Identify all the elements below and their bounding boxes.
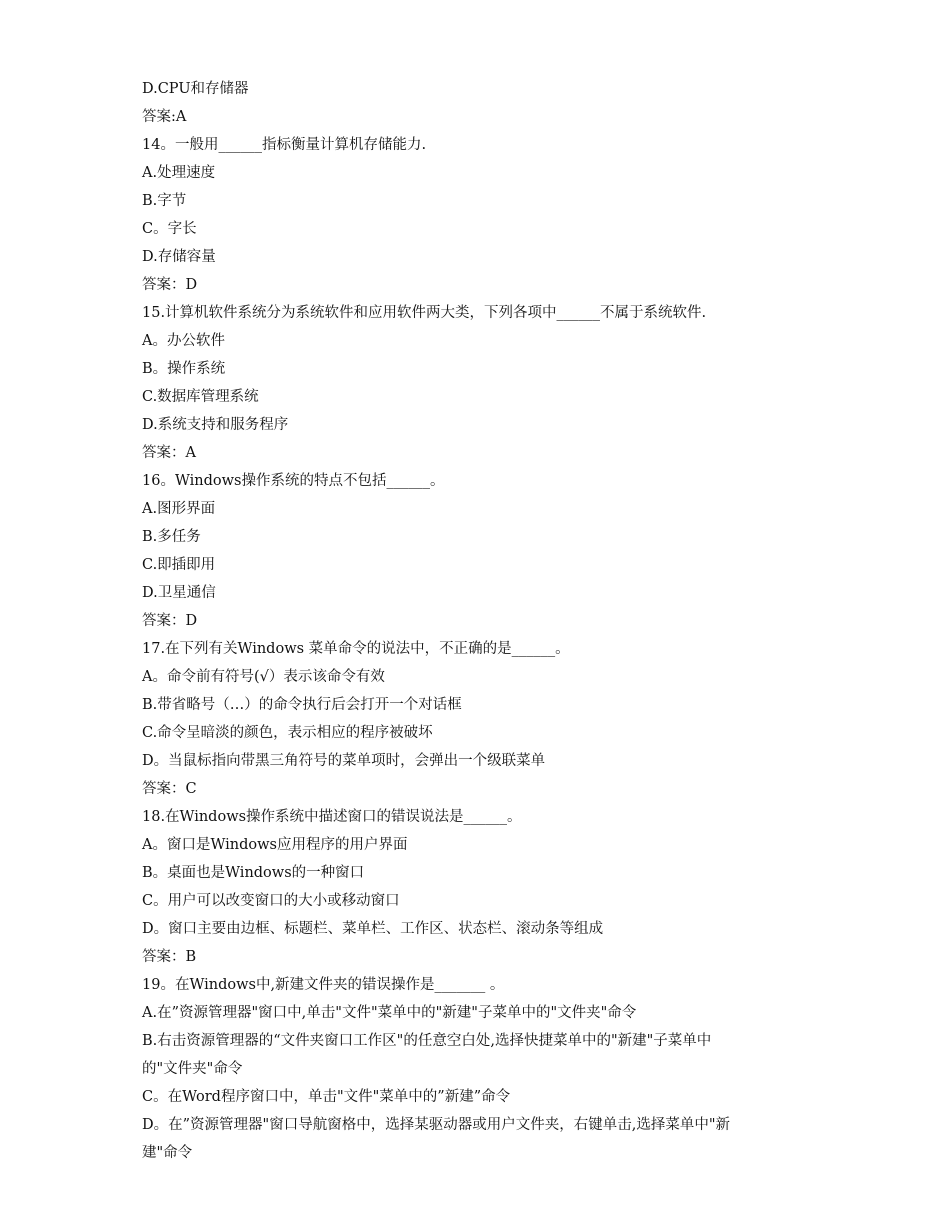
- answer-q14: 答案：D: [142, 277, 198, 293]
- option-d-q19-cont: 建"命令: [142, 1145, 193, 1161]
- document-page: [142, 75, 842, 1167]
- option-c-q14: C。字长: [142, 221, 197, 237]
- option-b-q15: B。操作系统: [142, 361, 226, 377]
- option-a-q14: A.处理速度: [142, 165, 216, 181]
- question-15: 15.计算机软件系统分为系统软件和应用软件两大类，下列各项中______不属于系统软件.: [142, 305, 707, 321]
- option-b-q19: B.右击资源管理器的“文件夹窗口工作区"的任意空白处,选择快捷菜单中的"新建"子菜单中: [142, 1033, 712, 1049]
- option-a-q15: A。办公软件: [142, 333, 225, 349]
- question-16: 16。Windows操作系统的特点不包括______。: [142, 473, 445, 489]
- option-d-q15: D.系统支持和服务程序: [142, 417, 289, 433]
- option-d-q13: D.CPU和存储器: [142, 81, 249, 97]
- answer-q17: 答案：C: [142, 781, 197, 797]
- option-d-q18: D。窗口主要由边框、标题栏、菜单栏、工作区、状态栏、滚动条等组成: [142, 921, 604, 937]
- option-b-q18: B。桌面也是Windows的一种窗口: [142, 865, 365, 881]
- option-d-q17: D。当鼠标指向带黑三角符号的菜单项时，会弹出一个级联菜单: [142, 753, 546, 769]
- option-b-q19-cont: 的"文件夹"命令: [142, 1061, 243, 1077]
- option-a-q16: A.图形界面: [142, 501, 216, 517]
- option-d-q19: D。在”资源管理器"窗口导航窗格中，选择某驱动器或用户文件夹，右键单击,选择菜单中"新: [142, 1117, 730, 1133]
- answer-q15: 答案：A: [142, 445, 196, 461]
- question-18: 18.在Windows操作系统中描述窗口的错误说法是______。: [142, 809, 522, 825]
- option-c-q15: C.数据库管理系统: [142, 389, 259, 405]
- option-c-q17: C.命令呈暗淡的颜色，表示相应的程序被破坏: [142, 725, 433, 741]
- option-d-q16: D.卫星通信: [142, 585, 216, 601]
- option-b-q14: B.字节: [142, 193, 187, 209]
- option-c-q19: C。在Word程序窗口中，单击"文件"菜单中的”新建”命令: [142, 1089, 511, 1105]
- answer-q16: 答案：D: [142, 613, 198, 629]
- option-b-q17: B.带省略号（…）的命令执行后会打开一个对话框: [142, 697, 462, 713]
- answer-q18: 答案：B: [142, 949, 197, 965]
- option-c-q16: C.即插即用: [142, 557, 216, 573]
- option-d-q14: D.存储容量: [142, 249, 216, 265]
- option-c-q18: C。用户可以改变窗口的大小或移动窗口: [142, 893, 400, 909]
- answer-q13: 答案:A: [142, 109, 187, 125]
- question-17: 17.在下列有关Windows 菜单命令的说法中，不正确的是______。: [142, 641, 570, 657]
- question-19: 19。在Windows中,新建文件夹的错误操作是_______ 。: [142, 977, 505, 993]
- option-b-q16: B.多任务: [142, 529, 201, 545]
- option-a-q19: A.在”资源管理器"窗口中,单击"文件"菜单中的"新建"子菜单中的"文件夹"命令: [142, 1005, 637, 1021]
- question-14: 14。一般用______指标衡量计算机存储能力.: [142, 137, 427, 153]
- option-a-q18: A。窗口是Windows应用程序的用户界面: [142, 837, 408, 853]
- option-a-q17: A。命令前有符号(√）表示该命令有效: [142, 669, 385, 685]
